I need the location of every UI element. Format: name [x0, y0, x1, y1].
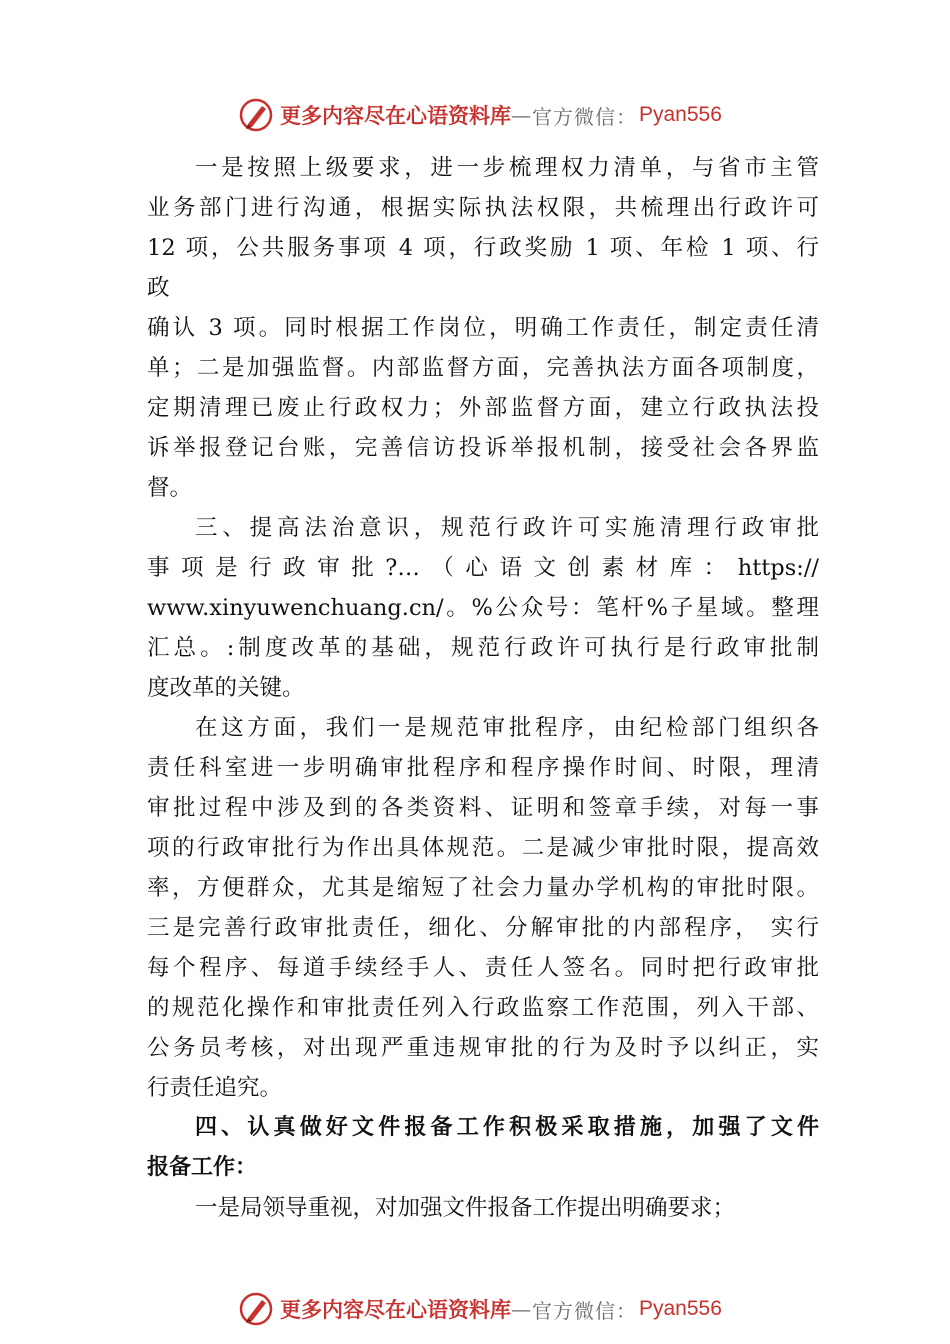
banner-dash: —: [511, 1297, 532, 1321]
text-line: 一是局领导重视，对加强文件报备工作提出明确要求；: [195, 1195, 736, 1221]
text-line: 一是按照上级要求，进一步梳理权力清单，与省市主管: [195, 155, 819, 181]
text-line: 在这方面，我们一是规范审批程序，由纪检部门组织各: [195, 715, 819, 741]
pen-logo-icon: [238, 97, 274, 133]
text-line: 率，方便群众，尤其是缩短了社会力量办学机构的审批时限。: [147, 875, 819, 901]
banner-wechat-label: 官方微信：: [532, 1298, 637, 1323]
text-line: 公务员考核，对出现严重违规审批的行为及时予以纠正，实: [147, 1035, 819, 1061]
text-line: 责任科室进一步明确审批程序和程序操作时间、时限，理清: [147, 755, 819, 781]
pen-logo-icon: [238, 1291, 274, 1327]
text-line: 确认 3 项。同时根据工作岗位，明确工作责任，制定责任清: [147, 315, 819, 341]
text-line: 定期清理已废止行政权力；外部监督方面，建立行政执法投: [147, 395, 819, 421]
text-line: 的规范化操作和审批责任列入行政监察工作范围，列入干部、: [147, 995, 819, 1021]
text-line: www.xinyuwenchuang.cn/。%公众号：笔杆%子星域。整理: [147, 595, 819, 621]
header-banner: [238, 95, 722, 135]
banner-wechat-label: 官方微信：: [532, 104, 637, 129]
document-body: [147, 148, 819, 1228]
text-line: 诉举报登记台账，完善信访投诉举报机制，接受社会各界监: [147, 435, 819, 461]
text-line: 汇总。:制度改革的基础，规范行政许可执行是行政审批制: [147, 635, 819, 661]
text-line: 审批过程中涉及到的各类资料、证明和签章手续，对每一事: [147, 795, 819, 821]
banner-dash: —: [511, 103, 532, 127]
text-line: 单；二是加强监督。内部监督方面，完善执法方面各项制度，: [147, 355, 819, 381]
text-line: 督。: [147, 475, 193, 501]
text-line: 度改革的关键。: [147, 675, 305, 701]
text-line: 业务部门进行沟通，根据实际执法权限，共梳理出行政许可: [147, 195, 819, 221]
text-line: 行责任追究。: [147, 1075, 283, 1101]
footer-banner: [238, 1289, 722, 1329]
text-line: 项的行政审批行为作出具体规范。二是减少审批时限，提高效: [147, 835, 819, 861]
banner-title: 更多内容尽在心语资料库: [280, 103, 511, 128]
text-line: 事项是行政审批?…（心语文创素材库：https://: [147, 555, 819, 581]
text-line: 政: [147, 275, 170, 301]
text-line: 每个程序、每道手续经手人、责任人签名。同时把行政审批: [147, 955, 819, 981]
text-line: 三是完善行政审批责任，细化、分解审批的内部程序， 实行: [147, 915, 819, 941]
text-line: 12 项，公共服务事项 4 项，行政奖励 1 项、年检 1 项、行: [147, 235, 819, 261]
banner-wechat-id: Pyan556: [639, 1297, 722, 1320]
section-heading: 四、认真做好文件报备工作积极采取措施，加强了文件: [195, 1115, 819, 1140]
banner-title: 更多内容尽在心语资料库: [280, 1297, 511, 1322]
text-line: 三、提高法治意识，规范行政许可实施清理行政审批: [195, 515, 819, 541]
section-heading: 报备工作：: [147, 1155, 258, 1180]
banner-wechat-id: Pyan556: [639, 103, 722, 126]
